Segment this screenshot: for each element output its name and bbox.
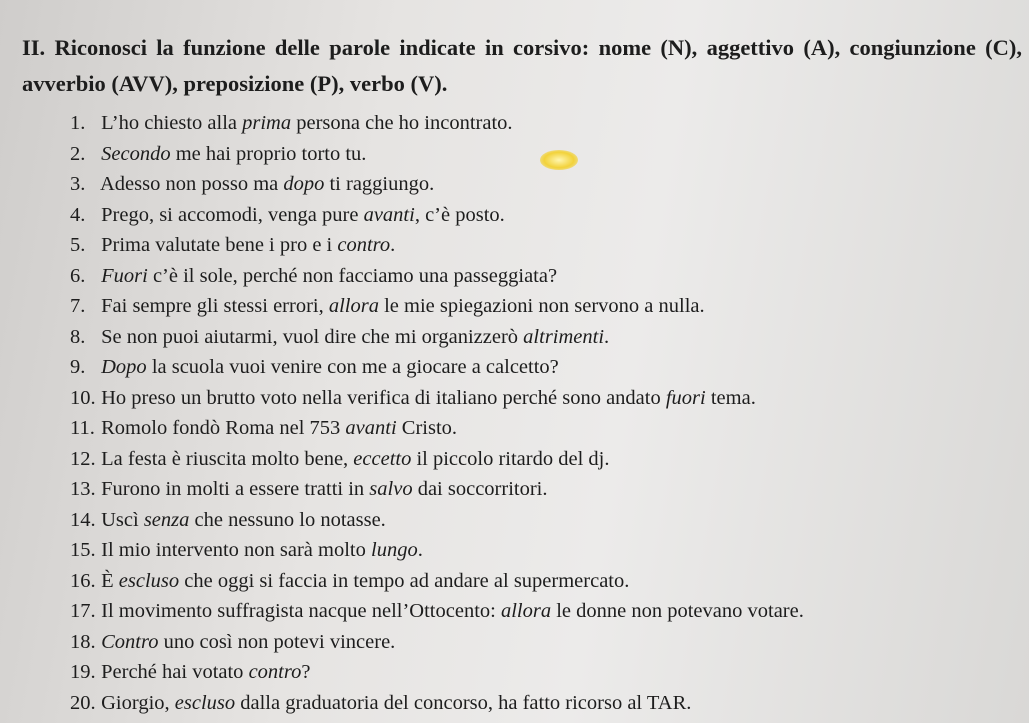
list-item xyxy=(70,505,1020,536)
list-item xyxy=(70,322,1020,353)
item-text-after: tema. xyxy=(705,386,756,409)
item-text-before: Adesso non posso ma xyxy=(100,173,284,195)
item-text-before: L’ho chiesto alla xyxy=(101,112,243,134)
list-item xyxy=(70,688,1020,719)
italic-word: prima xyxy=(242,112,292,134)
italic-word: lungo xyxy=(371,539,418,561)
item-text-before: La festa è riuscita molto bene, xyxy=(101,447,354,470)
item-number: 15. xyxy=(70,539,96,561)
italic-word: contro xyxy=(248,661,302,683)
italic-word: avanti xyxy=(345,417,397,439)
item-text-after: che oggi si faccia in tempo ad andare al supermercato. xyxy=(179,569,630,592)
italic-word: allora xyxy=(328,295,379,317)
item-text-before: Perché hai votato xyxy=(101,661,249,683)
highlighter-mark xyxy=(540,150,578,170)
item-text-before: Furono in molti a essere tratti in xyxy=(101,478,370,500)
item-text-after: le mie spiegazioni non servono a nulla. xyxy=(378,295,705,317)
list-item xyxy=(70,444,1020,475)
list-item xyxy=(70,474,1020,505)
item-number: 13. xyxy=(70,478,96,500)
exercise-title: II. Riconosci la funzione delle parole indicate in corsivo: nome (N), aggettivo (A), congiunzione (C), avverbio (AVV), preposizione (P), verbo (V). xyxy=(22,35,1022,96)
list-item xyxy=(70,169,1020,200)
item-number: 20. xyxy=(70,691,96,714)
item-text-before: Se non puoi aiutarmi, vuol dire che mi organizzerò xyxy=(101,325,524,348)
list-item xyxy=(70,566,1020,597)
item-number: 10. xyxy=(70,386,96,409)
item-text-before: Uscì xyxy=(101,508,144,531)
italic-word: eccetto xyxy=(353,447,412,470)
list-item xyxy=(70,230,1020,261)
item-text-before: Romolo fondò Roma nel 753 xyxy=(101,417,346,439)
item-text-after: le donne non potevano votare. xyxy=(551,600,804,622)
item-number: 18. xyxy=(70,630,96,653)
list-item xyxy=(70,108,1020,139)
item-number: 11. xyxy=(70,417,95,439)
italic-word: Contro xyxy=(101,630,159,653)
italic-word: fuori xyxy=(665,386,706,409)
list-item xyxy=(70,627,1020,658)
list-item xyxy=(70,261,1020,292)
item-text-after: che nessuno lo notasse. xyxy=(189,508,386,531)
item-number: 8. xyxy=(70,325,86,348)
item-text-after: persona che ho incontrato. xyxy=(291,112,513,134)
item-number: 14. xyxy=(70,508,96,531)
item-text-before: Prego, si accomodi, venga pure xyxy=(101,203,364,226)
italic-word: Dopo xyxy=(101,356,147,378)
list-item xyxy=(70,596,1020,627)
item-text-before: Ho preso un brutto voto nella verifica di italiano perché sono andato xyxy=(101,386,666,409)
item-text-after: la scuola vuoi venire con me a giocare a calcetto? xyxy=(146,356,559,378)
item-number: 17. xyxy=(70,600,96,622)
list-item xyxy=(70,657,1020,688)
list-item xyxy=(70,383,1020,414)
list-item xyxy=(70,291,1020,322)
item-text-before: Prima valutate bene i pro e i xyxy=(101,234,338,256)
italic-word: escluso xyxy=(174,691,236,714)
italic-word: Secondo xyxy=(101,142,171,165)
list-item xyxy=(70,535,1020,566)
item-number: 5. xyxy=(70,234,86,256)
item-text-before: Il mio intervento non sarà molto xyxy=(101,539,371,561)
item-text-before: È xyxy=(101,569,119,592)
item-text-after: dalla graduatoria del concorso, ha fatto ricorso al TAR. xyxy=(235,691,692,714)
item-number: 12. xyxy=(70,447,96,470)
item-number: 19. xyxy=(70,661,96,683)
item-text-after: , c’è posto. xyxy=(414,203,505,226)
list-item xyxy=(70,352,1020,383)
item-text-after: c’è il sole, perché non facciamo una passeggiata? xyxy=(147,264,558,287)
italic-word: salvo xyxy=(369,478,413,500)
italic-word: dopo xyxy=(283,173,325,195)
italic-word: contro xyxy=(337,234,391,256)
list-item xyxy=(70,413,1020,444)
item-text-before: Fai sempre gli stessi errori, xyxy=(101,295,329,317)
italic-word: senza xyxy=(143,508,190,531)
item-text-after: me hai proprio torto tu. xyxy=(170,142,367,165)
italic-word: allora xyxy=(500,600,552,622)
item-number: 9. xyxy=(70,356,86,378)
item-number: 6. xyxy=(70,264,86,287)
list-item xyxy=(70,200,1020,231)
italic-word: Fuori xyxy=(101,264,148,287)
item-text-after: ti raggiungo. xyxy=(324,173,435,195)
item-text-before: Giorgio, xyxy=(101,691,175,714)
item-number: 4. xyxy=(70,203,86,226)
item-number: 7. xyxy=(70,295,86,317)
item-number: 3. xyxy=(70,173,86,195)
italic-word: escluso xyxy=(118,569,180,592)
item-text-after: ? xyxy=(301,661,311,683)
item-text-after: uno così non potevi vincere. xyxy=(158,630,396,653)
item-text-after: Cristo. xyxy=(396,417,458,439)
exercise-list xyxy=(70,108,1020,718)
item-text-before: Il movimento suffragista nacque nell’Ottocento: xyxy=(101,600,501,622)
item-text-after: . xyxy=(390,234,396,256)
item-number: 1. xyxy=(70,112,86,134)
italic-word: avanti xyxy=(363,203,415,226)
item-text-after: il piccolo ritardo del dj. xyxy=(411,447,610,470)
item-text-after: . xyxy=(604,325,610,348)
item-number: 2. xyxy=(70,142,86,165)
item-number: 16. xyxy=(70,569,96,592)
italic-word: altrimenti xyxy=(523,325,605,348)
item-text-after: . xyxy=(417,539,423,561)
item-text-after: dai soccorritori. xyxy=(412,478,548,500)
